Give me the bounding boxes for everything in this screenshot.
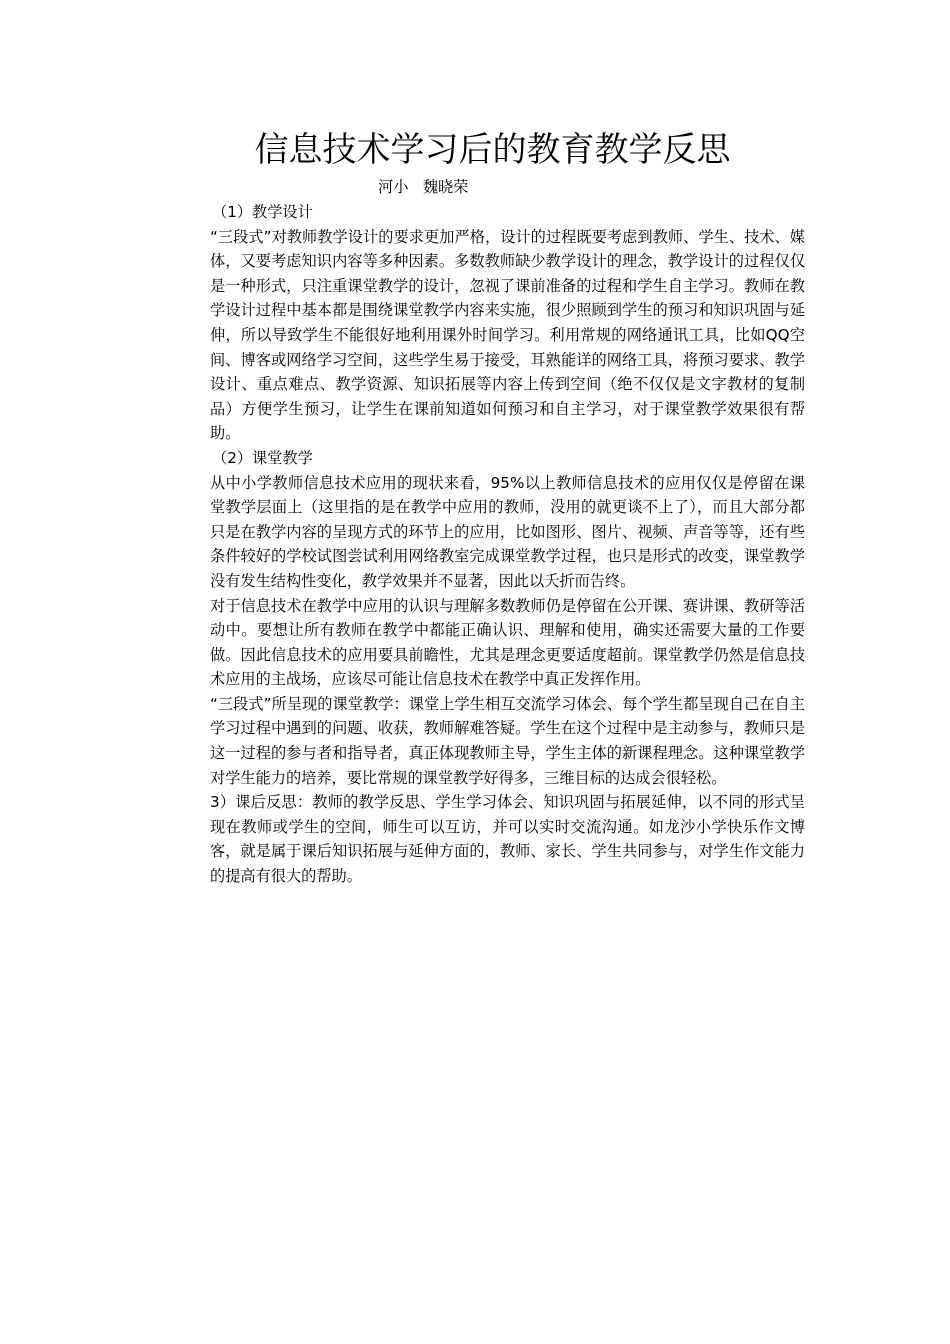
paragraph-after-class-reflection: 3）课后反思：教师的教学反思、学生学习体会、知识巩固与拓展延伸，以不同的形式呈现在教师或学生的空间，师生可以互访，并可以实时交流沟通。如龙沙小学快乐作文博客，就是属于课后知识拓展与延伸方面的，教师、家长、学生共同参与，对学生作文能力的提高有很大的帮助。 <box>210 793 805 886</box>
paragraph-classroom-understanding: 对于信息技术在教学中应用的认识与理解多数教师仍是停留在公开课、赛讲课、教研等活动中。要想让所有教师在教学中都能正确认识、理解和使用，确实还需要大量的工作要做。因此信息技术的应用要具前瞻性，尤其是理念更要适度超前。课堂教学仍然是信息技术应用的主战场，应该尽可能让信息技术在教学中真正发挥作用。 <box>210 596 805 689</box>
section-heading-classroom-teaching: （2）课堂教学 <box>212 448 313 467</box>
document-body <box>210 200 805 889</box>
paragraph-teaching-design: “三段式”对教师教学设计的要求更加严格，设计的过程既要考虑到教师、学生、技术、媒体，又要考虑知识内容等多种因素。多数教师缺少教学设计的理念，教学设计的过程仅仅是一种形式，只注重课堂教学的设计，忽视了课前准备的过程和学生自主学习。教师在教学设计过程中基本都是围绕课堂教学内容来实施，很少照顾到学生的预习和知识巩固与延伸，所以导致学生不能很好地利用课外时间学习。利用常规的网络通讯工具，比如QQ空间、博客或网络学习空间，这些学生易于接受，耳熟能详的网络工具，将预习要求、教学设计、重点难点、教学资源、知识拓展等内容上传到空间（绝不仅仅是文字教材的复制品）方便学生预习，让学生在课前知道如何预习和自主学习，对于课堂教学效果很有帮助。 <box>210 227 805 443</box>
paragraph-classroom-status: 从中小学教师信息技术应用的现状来看，95%以上教师信息技术的应用仅仅是停留在课堂教学层面上（这里指的是在教学中应用的教师，没用的就更谈不上了），而且大部分都只是在教学内容的呈现方式的环节上的应用，比如图形、图片、视频、声音等等，还有些条件较好的学校试图尝试利用网络教室完成课堂教学过程，也只是形式的改变，课堂教学没有发生结构性变化，教学效果并不显著，因此以夭折而告终。 <box>210 473 805 590</box>
section-heading-teaching-design: （1）教学设计 <box>212 203 313 221</box>
document-title: 信息技术学习后的教育教学反思 <box>254 130 731 170</box>
paragraph-three-stage-classroom: “三段式”所呈现的课堂教学：课堂上学生相互交流学习体会、每个学生都呈现自己在自主学习过程中遇到的问题、收获，教师解难答疑。学生在这个过程中是主动参与，教师只是这一过程的参与者和指导者，真正体现教师主导，学生主体的新课程理念。这种课堂教学对学生能力的培养，要比常规的课堂教学好得多，三维目标的达成会很轻松。 <box>210 694 805 787</box>
author-line: 河小 魏晓荣 <box>378 178 469 196</box>
